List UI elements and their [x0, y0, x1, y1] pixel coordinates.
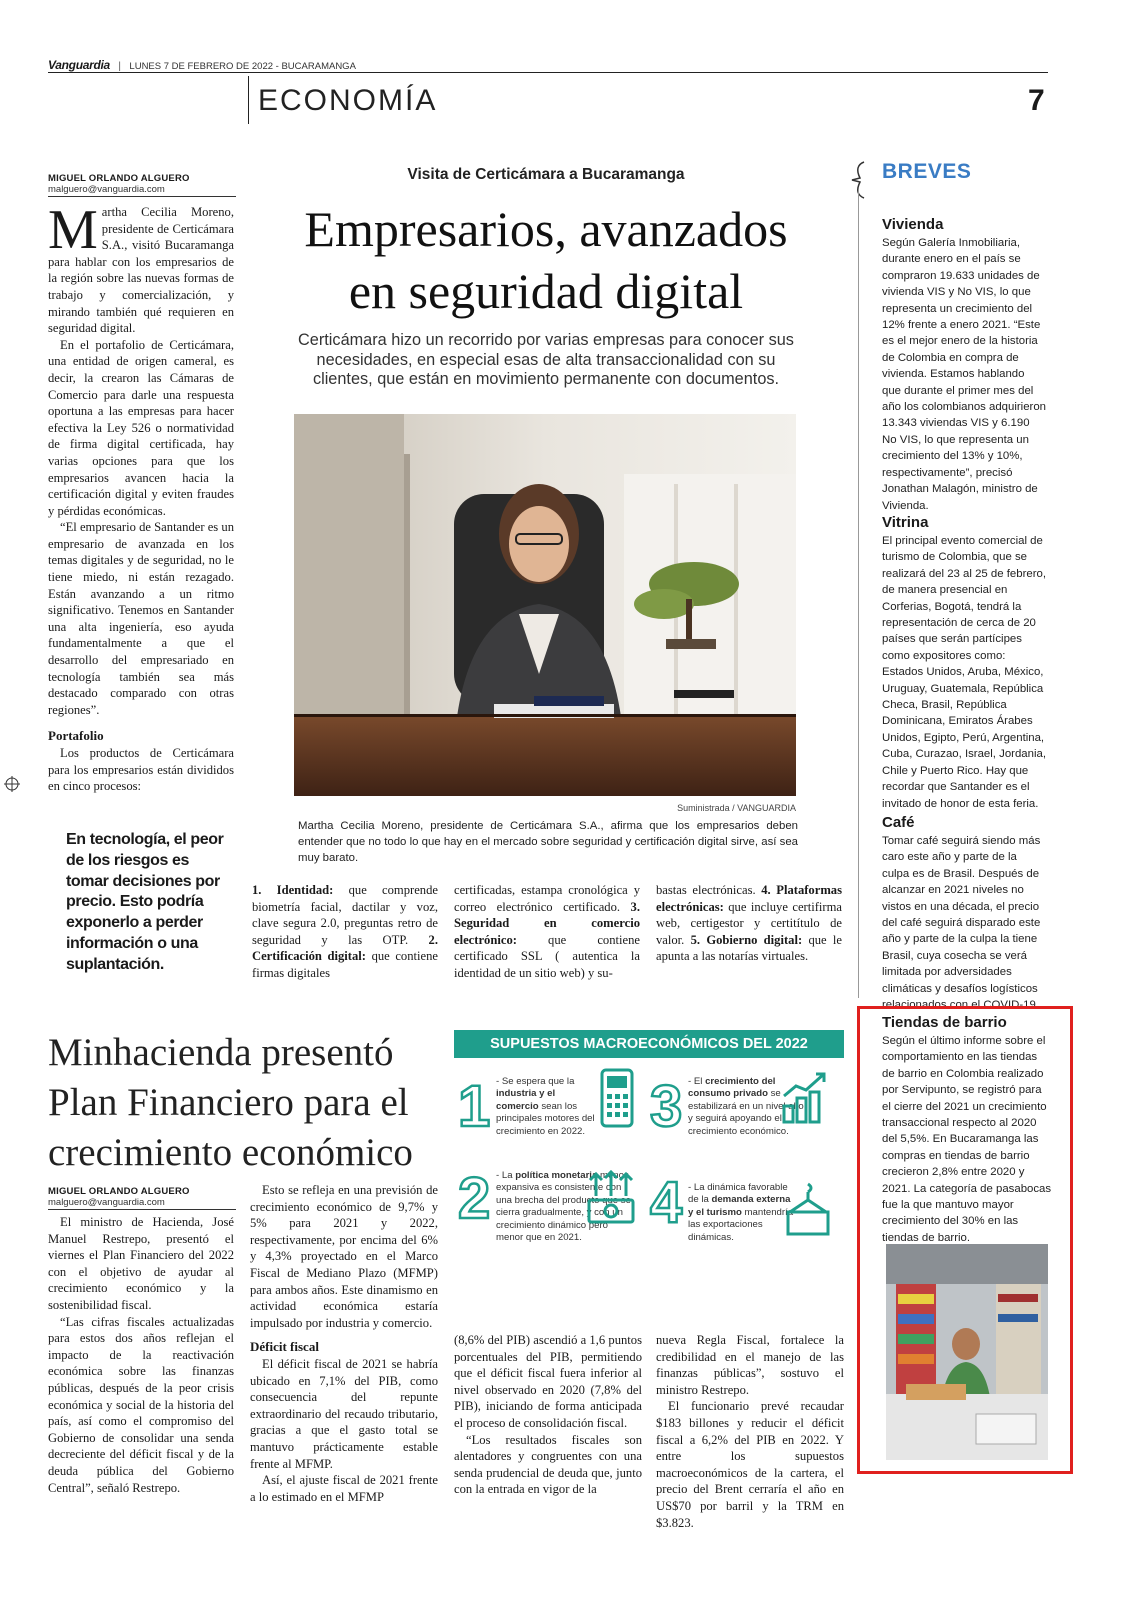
- breve-title: Café: [882, 814, 915, 831]
- item-text: [496, 1076, 596, 1138]
- article1-para-1-text: artha Cecilia Moreno, presidente de Certicámara S.A., visitó Bucaramanga para hablar con los empresarios de la región sobre las nuevas formas de trabajo y comercialización, y mirando también qué requieren en seguridad digital.: [48, 205, 234, 336]
- breve-title: Vivienda: [882, 216, 944, 233]
- article2-col2-para-2: El déficit fiscal de 2021 se habría ubicado en 7,1% del PIB, como consecuencia del repunte extraordinario del recaudo tributario, gracias a que el gasto total se mantuvo prácticamente estable frente al MFMP.: [250, 1356, 438, 1471]
- dateline: LUNES 7 DE FEBRERO DE 2022 - BUCARAMANGA: [129, 61, 356, 72]
- article1-col-c-text: [656, 882, 842, 965]
- infographic-title: [454, 1030, 844, 1058]
- infographic-item-4: [650, 1168, 840, 1278]
- breve-body: El principal evento comercial de turismo de Colombia, que se realizará del 23 al 25 de febrero, de manera presencial en Corferias, Bogotá, tendrá la representación de cerca de 20 países que serán partícipes como expositores como: Estados Unidos, Aruba, México, Uruguay, Guatemala, República Checa, Brasil, República Dominicana, Emiratos Árabes Unidos, Egipto, Perú, Argentina, Cuba, Curazao, Israel, Jordania, Chile y Puerto Rico. Hay que recordar que Santander es el invitado de honor de esta feria.: [882, 535, 1047, 810]
- section-title: ECONOMÍA: [258, 84, 438, 117]
- article1-col-a-text: [252, 882, 438, 982]
- article2-col4-para-1: nueva Regla Fiscal, fortalece la credibilidad en el manejo de las finanzas públicas”, sostuvo el ministro Restrepo.: [656, 1333, 844, 1397]
- photo-credit: Suministrada / VANGUARDIA: [677, 803, 796, 813]
- money-arrows-icon: [586, 1170, 636, 1226]
- item-plataformas-text: que incluye certifirma web, certigestor y certitítulo de valor.: [656, 899, 842, 947]
- breves-brace-icon: [850, 160, 874, 200]
- cargo-crane-icon: [784, 1182, 832, 1238]
- masthead-rule: [48, 72, 1048, 73]
- breve-body: Según el último informe sobre el comportamiento en las tiendas de barrio en Colombia realizado por Servipunto, se registró para el cierre del 2021 un crecimiento transaccional respecto al 2020 del 5,5%. En Bucaramanga las compras en tiendas de barrio crecieron 2,8% entre 2020 y 2021. La categoría de pasabocas fue la que mantuvo mayor crecimiento del 30% en las tiendas de barrio.: [882, 1035, 1052, 1244]
- byline-email: malguero@vanguardia.com: [48, 184, 165, 195]
- item-pre: - La dinámica favorable de la: [688, 1182, 788, 1206]
- item-gobierno-text: que le apunta a las notarías virtuales.: [656, 932, 842, 964]
- breves-rule: [858, 190, 859, 998]
- byline-email: malguero@vanguardia.com: [48, 1197, 165, 1208]
- breve-vitrina: [882, 514, 1046, 812]
- article2-col1-para-2: “Las cifras fiscales actualizadas para estos dos años reflejan el impacto de la reactivación económica sobre las finanzas públicas, después de la peor crisis económica y social de la historia del país, así como el compromiso del Gobierno de consolidar una senda decreciente del déficit fiscal y de la deuda pública del Gobierno Central”, señaló Restrepo.: [48, 1314, 234, 1495]
- item-seguridad-text: que contiene certificado SSL ( autentica la identidad de un sitio web) y su-: [454, 932, 640, 980]
- article1-column-b: [454, 882, 640, 982]
- breve-tiendas: [882, 1014, 1052, 1246]
- dateline-separator: |: [118, 61, 121, 72]
- breve-cafe: [882, 814, 1046, 1013]
- article1-para-1: [48, 199, 234, 337]
- item-text: [688, 1182, 798, 1244]
- item-identidad-text: que comprende biometría facial, dactilar y voz, clave segura 2.0, preguntas retro de seguridad y las OTP.: [252, 883, 438, 947]
- article1-para-2: En el portafolio de Certicámara, una entidad de origen cameral, es decir, la crearon las Cámaras de Comercio para darle una respuesta oportuna a las empresas para hacer efectiva la Ley 526 o normatividad de firma digital certificada, hay varias opciones para que los empresarios avancen hacia la certificación digital y eviten fraudes y pérdidas económicas.: [48, 337, 234, 518]
- dropcap: M: [48, 199, 98, 261]
- item-pre: - El: [688, 1076, 706, 1087]
- page-number: 7: [1028, 84, 1045, 117]
- item-plataformas-lead: 4. Plataformas electrónicas:: [656, 883, 843, 914]
- breve-vivienda: [882, 216, 1046, 514]
- brand-logo: Vanguardia: [48, 58, 110, 72]
- article2-headline: [48, 1028, 448, 1178]
- article2-col3-para-2: “Los resultados fiscales son alentadores y congruentes con una senda prudencial de deuda que, junto con la entrada en vigor de la: [454, 1432, 642, 1497]
- article2-column-3: [454, 1332, 642, 1498]
- item-identidad-lead: 1. Identidad:: [252, 883, 334, 897]
- byline-rule: [48, 196, 236, 197]
- item-number: 2: [458, 1166, 491, 1231]
- article1-column-c: [656, 882, 842, 965]
- section-divider: [248, 76, 249, 124]
- byline-author: MIGUEL ORLANDO ALGUERO: [48, 1186, 190, 1197]
- article2-headline-line-2: Plan Financiero para el: [48, 1081, 409, 1124]
- article1-para-4: Los productos de Certicámara para los empresarios están divididos en cinco procesos:: [48, 746, 234, 794]
- item-seguridad-lead: 3. Seguridad en comercio electrónico:: [454, 899, 640, 947]
- article2-col4-para-2: El funcionario prevé recaudar $183 billones y reducir el déficit fiscal a 6,2% del PIB en 2022. Y entre los supuestos macroeconómicos de la cartera, el precio del Brent cerraría el año en US$70 por barril y la TRM en $3.823.: [656, 1399, 844, 1530]
- byline-author: MIGUEL ORLANDO ALGUERO: [48, 173, 190, 184]
- breve-body: Según Galería Inmobiliaria, durante enero en el país se compraron 19.633 unidades de vivienda VIS y No VIS, lo que representa un crecimiento del 12% frente a enero 2021. “Este es el mejor enero de la historia de Colombia en compra de vivienda. Estamos hablando que durante el primer mes del año los colombianos adquirieron 13.343 viviendas VIS y 6.190 No VIS, lo que representa un crecimiento del 13% y 10%, respectivamente”, precisó Jonathan Malagón, ministro de Vivienda.: [882, 237, 1047, 512]
- item-seguridad-cont: bastas electrónicas.: [656, 883, 762, 897]
- article1-headline-line-1: Empresarios, avanzados: [304, 201, 788, 257]
- item-certificacion-lead: 2. Certificación digital:: [252, 932, 438, 964]
- article2-headline-line-3: crecimiento económico: [48, 1131, 413, 1174]
- article1-para-3: “El empresario de Santander es un empresario de avanzada en los temas digitales y de seguridad, no le tiene miedo, ni están rezagado. Están avanzando a un ritmo significativo. Tenemos en Santander una alta ingeniería, eso ayuda fundamentalmente a que el desarrollo del empresariado en tecnología también sea más destacado comparado con otras regiones”.: [48, 520, 234, 717]
- item-bold: crecimiento del consumo privado: [688, 1076, 776, 1100]
- article2-column-4: [656, 1332, 844, 1531]
- item-post: menos expansiva es consistente con una brecha del producto que se cierra gradualmente, y con un crecimiento dinámico pero menor que en 2021.: [496, 1170, 631, 1244]
- item-number: 3: [650, 1074, 683, 1139]
- infographic-item-2: [458, 1164, 648, 1284]
- article1-photo: [294, 414, 796, 796]
- article1-headline: [256, 198, 836, 322]
- article2-headline-line-1: Minhacienda presentó: [48, 1031, 394, 1074]
- article1-headline-line-2: en seguridad digital: [348, 263, 744, 319]
- breves-header: BREVES: [882, 160, 972, 183]
- article1-byline: [48, 173, 238, 195]
- article1-column-a: [252, 882, 438, 982]
- breve-title: Tiendas de barrio: [882, 1014, 1007, 1031]
- item-gobierno-lead: 5. Gobierno digital:: [690, 932, 803, 947]
- item-number: 1: [458, 1074, 491, 1139]
- item-certificacion-text: que contiene firmas digitales: [252, 949, 438, 980]
- item-pre: - Se espera que la: [496, 1076, 575, 1087]
- item-bold: industria y el comercio: [496, 1088, 556, 1112]
- breve-title: Vitrina: [882, 514, 929, 531]
- article2-col2-para-3: Así, el ajuste fiscal de 2021 frente a lo estimado en el MFMP: [250, 1473, 438, 1504]
- growth-chart-icon: [780, 1070, 832, 1126]
- breve-body: Tomar café seguirá siendo más caro este año y parte de la culpa es de Brasil. Después de alcanzar en 2021 niveles no vistos en una década, el precio del café seguirá disparado este año y parte de la culpa la tiene Brasil, cuya cosecha se verá limitada por adversidades climáticas y desafíos logísticos relacionados con el COVID-19.: [882, 835, 1041, 1012]
- article1-kicker: Visita de Certicámara a Bucaramanga: [407, 166, 685, 183]
- article2-col2-para-1: Esto se refleja en una previsión de crecimiento económico de 9,7% y 5% para 2021 y 2022, respectivamente, por encima del 6% y 4,3% proyectado en el Marco Fiscal de Mediano Plazo (MFMP) para ambos años. Este dinamismo en actividad económica estaría impulsado por industria y comercio.: [250, 1183, 438, 1330]
- article2-column-1: [48, 1214, 234, 1496]
- article1-column-1: [48, 199, 234, 795]
- article1-col-b-text: [454, 882, 640, 982]
- registration-mark-icon: [4, 776, 20, 792]
- article1-deck: Certicámara hizo un recorrido por varias empresas para conocer sus necesidades, en especial esas de alta transaccionalidad con su clientes, que están en movimiento permanente con documentos.: [298, 331, 794, 389]
- item-certificacion-cont: certificadas, estampa cronológica y correo electrónico certificado.: [454, 883, 640, 914]
- infographic-item-1: [458, 1068, 648, 1168]
- pos-terminal-icon: [598, 1068, 638, 1128]
- item-bold: política monetaria: [515, 1170, 598, 1181]
- infographic-item-3: [650, 1068, 840, 1168]
- tiendas-photo: [886, 1244, 1048, 1460]
- article1-subhead: Portafolio: [48, 728, 104, 744]
- item-number: 4: [650, 1170, 683, 1235]
- article2-byline: [48, 1186, 238, 1208]
- item-pre: - La: [496, 1170, 516, 1181]
- article2-subhead: Déficit fiscal: [250, 1339, 319, 1355]
- masthead: [48, 56, 1048, 76]
- infographic-title-text: SUPUESTOS MACROECONÓMICOS DEL 2022: [490, 1036, 808, 1052]
- item-post: mantendría las exportaciones dinámicas.: [688, 1206, 794, 1243]
- item-post: sean los principales motores del crecimiento en 2022.: [496, 1100, 595, 1137]
- pullquote: En tecnología, el peor de los riesgos es tomar decisiones por precio. Esto podría exponerlo a perder información o una suplantación.: [66, 831, 224, 973]
- article2-col3-para-1: (8,6% del PIB) ascendió a 1,6 puntos porcentuales del PIB, permitiendo que el déficit fiscal fuera inferior al nivel observado en 2020 (7,8% del PIB), iniciando de forma anticipada el proceso de consolidación fiscal.: [454, 1333, 642, 1430]
- item-bold: demanda externa y el turismo: [688, 1194, 791, 1218]
- article2-column-2: [250, 1182, 438, 1505]
- byline-rule: [48, 1209, 236, 1210]
- article2-col1-para-1: El ministro de Hacienda, José Manuel Restrepo, presentó el viernes el Plan Financiero del 2022 con el objetivo de ayudar al crecimiento económico y la sostenibilidad fiscal.: [48, 1215, 234, 1312]
- photo-caption: Martha Cecilia Moreno, presidente de Certicámara S.A., afirma que los empresarios deben entender que no todo lo que hay en el mercado sobre seguridad y certificación digital sirve, así sea muy barato.: [298, 820, 798, 864]
- item-post: se estabilizará en un nivel alto y seguirá apoyando el crecimiento económico.: [688, 1088, 804, 1137]
